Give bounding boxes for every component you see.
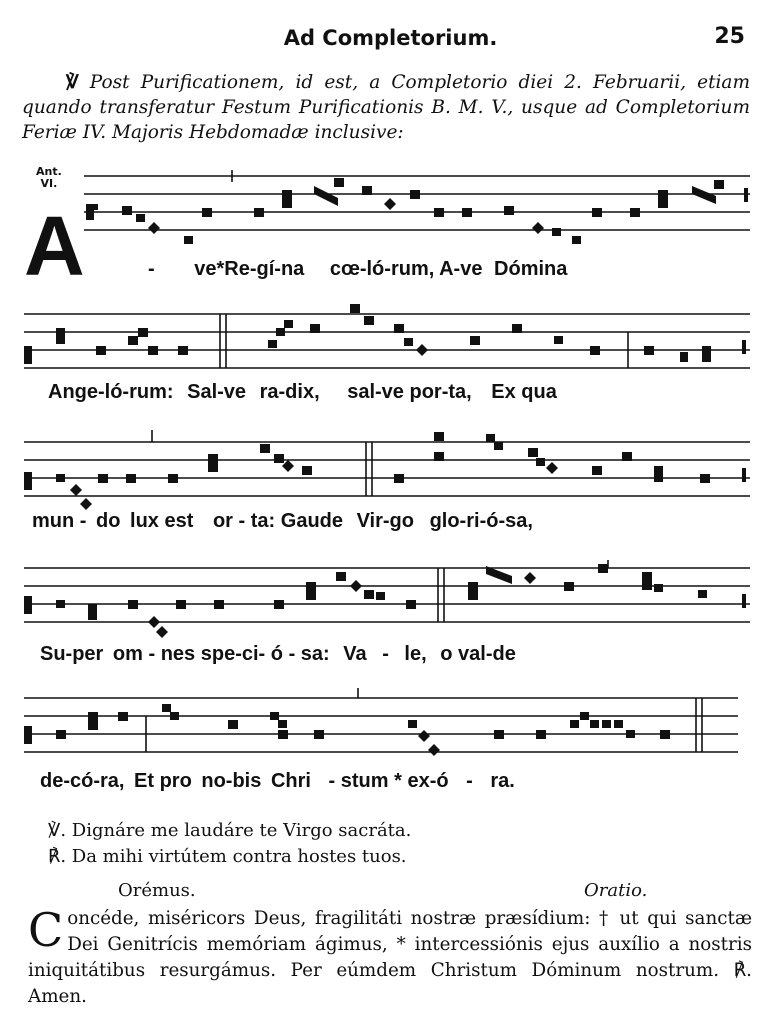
lyric-syllable: Sal-ve	[187, 381, 247, 403]
rubric-text: Post Purificationem, id est, a Completorio diei 2. Februarii, etiam quando transferatur Festum Purificationis B. M. V., usque ad Completorium Feriæ IV. Majoris Hebdomadæ inclusive:	[22, 72, 751, 143]
lyric-syllable: om	[112, 643, 143, 665]
lyric-syllable: ó-sa,	[486, 510, 533, 532]
lyric-syllable: ex-ó	[407, 770, 449, 792]
lyric-syllable: or	[212, 510, 233, 532]
lyric-syllable: Et	[134, 770, 155, 792]
lyric-syllable: ó	[270, 643, 283, 665]
lyric-syllable: Ange-ló-rum:	[48, 381, 174, 403]
lyric-syllable: pro	[159, 770, 192, 792]
lyric-syllable: Vir-go	[356, 510, 414, 532]
rubric-paragraph	[22, 70, 750, 145]
lyric-syllable: glo-ri	[429, 510, 480, 532]
lyric-asterisk: *	[394, 770, 402, 792]
lyric-syllable: nes	[160, 643, 196, 665]
staff-lines	[84, 170, 750, 240]
lyric-syllable: no-bis	[201, 770, 262, 792]
lyric-syllable: ra-dix,	[259, 381, 320, 403]
staff-lines	[24, 560, 750, 650]
lyric-syllable: do	[96, 510, 121, 532]
response-line	[48, 846, 407, 867]
staff-lines	[24, 428, 750, 518]
lyric-syllable: Su-per	[40, 643, 104, 665]
versicle-icon: ℣.	[48, 820, 67, 841]
lyric-syllable: -	[238, 510, 246, 532]
chant-staff-1	[84, 170, 750, 240]
lyric-line-3	[32, 510, 533, 533]
oremus-heading: Orémus.	[118, 880, 196, 901]
lyric-syllable: sal-ve	[347, 381, 404, 403]
lyric-syllable: -	[479, 510, 487, 532]
lyric-syllable: -	[148, 643, 156, 665]
lyric-syllable: Dómina	[494, 258, 568, 280]
lyric-syllable: por-ta,	[409, 381, 472, 403]
chant-staff-2	[24, 300, 750, 364]
lyric-syllable: val-de	[458, 643, 516, 665]
lyric-syllable: qua	[521, 381, 557, 403]
lyric-syllable: -	[258, 643, 266, 665]
staff-lines	[24, 688, 738, 778]
lyric-syllable: Gaude	[280, 510, 344, 532]
antiphon-label: Ant.	[36, 165, 62, 178]
lyric-syllable: ra.	[490, 770, 515, 792]
chant-staff-3	[24, 428, 750, 518]
lyric-syllable: Re-gí-na	[224, 258, 305, 280]
versicle-rubric-icon: ℣	[66, 72, 79, 93]
lyric-asterisk: *	[216, 258, 225, 280]
prayer-paragraph	[28, 903, 752, 1010]
lyric-syllable: -	[466, 770, 473, 792]
lyric-syllable: mun	[32, 510, 75, 532]
lyric-syllable: le,	[404, 643, 427, 665]
chant-staff-4	[24, 560, 750, 650]
oratio-heading: Oratio.	[584, 880, 648, 901]
lyric-line-1	[94, 258, 567, 281]
lyric-syllable: de-có-ra,	[40, 770, 125, 792]
antiphon-mode-label	[36, 166, 62, 190]
lyric-line-5	[40, 770, 515, 793]
lyric-line-2	[48, 381, 557, 404]
lyric-syllable: spe-ci	[200, 643, 259, 665]
staff-lines	[24, 300, 750, 364]
page-number: 25	[714, 24, 745, 49]
lyric-syllable: Ex	[491, 381, 516, 403]
response-icon: ℟.	[48, 846, 67, 867]
lyric-syllable: Chri	[270, 770, 311, 792]
lyric-syllable: -	[148, 258, 155, 280]
lyric-syllable: -	[79, 510, 87, 532]
lyric-syllable: Va	[343, 643, 367, 665]
lyric-syllable: -	[328, 770, 336, 792]
lyric-syllable: lux	[130, 510, 159, 532]
prayer-initial-letter: C	[28, 903, 64, 957]
lyric-syllable: sa:	[300, 643, 330, 665]
lyric-syllable: cœ-ló-rum,	[329, 258, 435, 280]
response-text: Da mihi virtútem contra hostes tuos.	[71, 846, 407, 867]
lyric-line-4	[40, 643, 516, 666]
lyric-syllable: -	[382, 643, 389, 665]
chant-staff-5	[24, 688, 738, 778]
lyric-syllable: -	[288, 643, 296, 665]
versicle-line	[48, 820, 411, 841]
versicle-text: Dignáre me laudáre te Virgo sacráta.	[71, 820, 412, 841]
lyric-syllable: o	[440, 643, 453, 665]
lyric-syllable: ve	[194, 258, 217, 280]
lyric-syllable: est	[164, 510, 194, 532]
lyric-syllable: stum	[340, 770, 389, 792]
prayer-text: oncéde, miséricors Deus, fragilitáti nostræ præsídium: † ut qui sanctæ Dei Genitrícis memóriam ágimus, * intercessiónis ejus auxílio a nostris iniquitátibus resurgámus. Per eúmdem Christum Dóminum nostrum. ℟. Amen.	[28, 908, 752, 1007]
page-header-title: Ad Completorium.	[283, 26, 498, 50]
chant-initial-letter: A	[24, 199, 85, 293]
lyric-syllable: A-ve	[439, 258, 483, 280]
mode-label: VI.	[40, 177, 58, 190]
lyric-syllable: ta:	[250, 510, 276, 532]
